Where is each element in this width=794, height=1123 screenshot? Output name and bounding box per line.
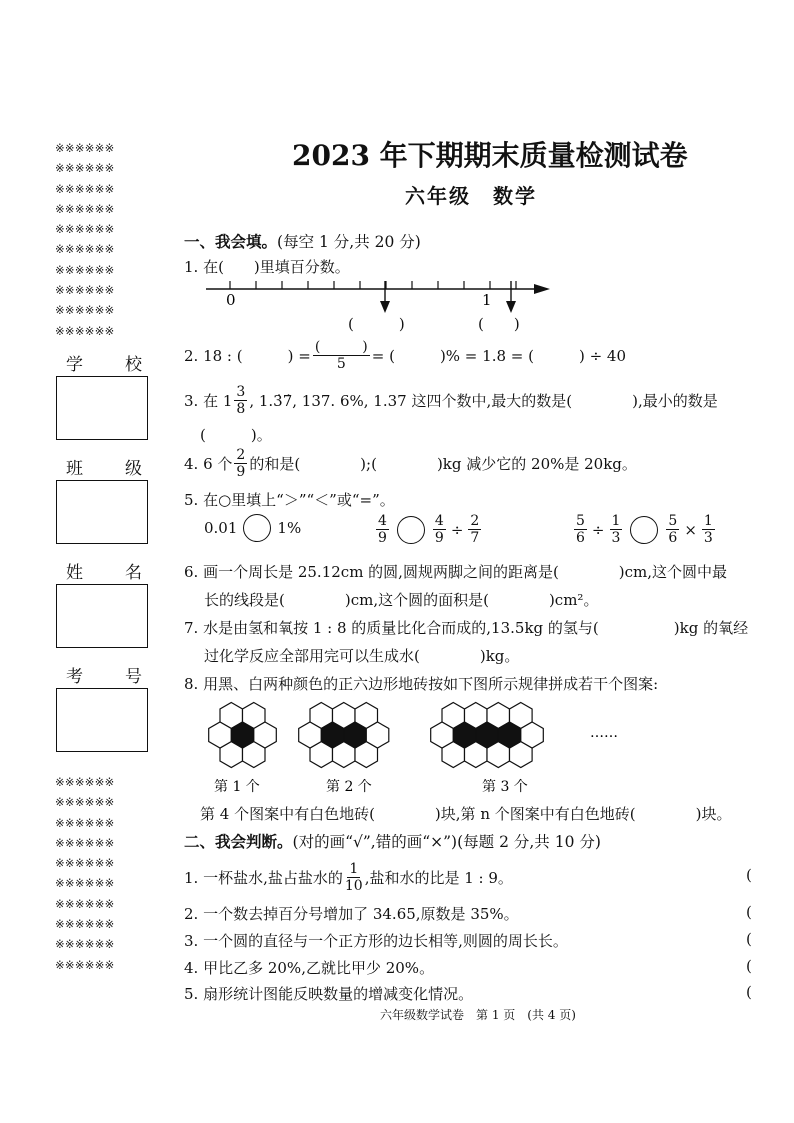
stars-row: ※※※※※※ xyxy=(55,937,115,952)
number-line-zero-label: 0 xyxy=(226,291,236,309)
arrow-marker-1-head xyxy=(380,301,390,313)
judge-item-1: 1. 一杯盐水,盐占盐水的 $\frac{1}{10}$ ,盐和水的比是 1 : 9。 xyxy=(184,861,513,894)
q7-line2: 过化学反应全部用完可以生成水( )kg。 xyxy=(204,647,520,665)
exam-number-label: 考 号 xyxy=(66,667,142,687)
black-hexagon-tile xyxy=(344,722,367,748)
judge-item-3: 3. 一个圆的直径与一个正方形的边长相等,则圆的周长长。 xyxy=(184,932,568,950)
school-field[interactable] xyxy=(56,376,148,440)
stars-row: ※※※※※※ xyxy=(55,141,115,155)
black-hexagon-tile xyxy=(231,722,254,748)
q5-text: 5. 在○里填上“＞”“＜”或“=”。 xyxy=(184,491,395,509)
judge-answer-4[interactable]: ( xyxy=(746,957,752,975)
q4-line: 4. 6 个 $\frac{2}{9}$ 的和是( );( )kg 减少它的 20%是 20kg。 xyxy=(184,447,637,480)
white-hexagon-tile xyxy=(366,722,389,748)
q3-mixed-fraction: $\frac{3}{8}$ xyxy=(236,384,246,417)
stars-row: ※※※※※※ xyxy=(55,323,115,338)
fig-ellipsis: …… xyxy=(590,725,618,741)
fig-label-3: 第 3 个 xyxy=(482,779,528,795)
q5-compare-3: $\frac{5}{6}$ ÷ $\frac{1}{3}$ $\frac{5}{6}$ × $\frac{1}{3}$ xyxy=(576,513,713,546)
judge-answer-5[interactable]: ( xyxy=(746,983,752,1001)
stars-row: ※※※※※※ xyxy=(55,161,115,176)
stars-row: ※※※※※※ xyxy=(55,856,115,871)
stars-row: ※※※※※※ xyxy=(55,222,115,237)
judge-item-5: 5. 扇形统计图能反映数量的增减变化情况。 xyxy=(184,985,474,1003)
school-label: 学 校 xyxy=(66,355,142,375)
stars-row: ※※※※※※ xyxy=(55,775,115,789)
number-line-arrowhead xyxy=(534,284,550,294)
q1-text: 1. 在( )里填百分数。 xyxy=(184,258,350,276)
q2-fraction: $\frac{( )}{5}$ xyxy=(314,339,368,372)
section2-heading: 二、我会判断。(对的画“√”,错的画“×”)(每题 2 分,共 10 分) xyxy=(184,832,601,851)
stars-row: ※※※※※※ xyxy=(55,876,115,891)
exam-number-field[interactable] xyxy=(56,688,148,752)
q4-fraction: $\frac{2}{9}$ xyxy=(236,447,246,480)
class-label: 班 级 xyxy=(66,459,142,479)
q6-line2: 长的线段是( )cm,这个圆的面积是( )cm²。 xyxy=(204,591,599,609)
judge-answer-3[interactable]: ( xyxy=(746,930,752,948)
stars-row: ※※※※※※ xyxy=(55,242,115,257)
stars-row: ※※※※※※ xyxy=(55,262,115,277)
q8-line1: 8. 用黑、白两种颜色的正六边形地砖按如下图所示规律拼成若干个图案: xyxy=(184,675,659,693)
fig-label-1: 第 1 个 xyxy=(214,779,260,795)
q1-blank-1[interactable]: ( ) xyxy=(348,315,405,333)
stars-row: ※※※※※※ xyxy=(55,957,115,972)
stars-row: ※※※※※※ xyxy=(55,795,115,810)
sidebar-stars-top xyxy=(55,138,155,341)
black-hexagon-tile xyxy=(476,722,499,748)
stars-row: ※※※※※※ xyxy=(55,201,115,216)
white-hexagon-tile xyxy=(431,722,454,748)
white-hexagon-tile xyxy=(521,722,544,748)
black-hexagon-tile xyxy=(321,722,344,748)
number-line-one-label: 1 xyxy=(482,291,492,309)
judge-answer-1[interactable]: ( xyxy=(746,866,752,884)
q1-blank-2[interactable]: ( ) xyxy=(478,315,520,333)
stars-row: ※※※※※※ xyxy=(55,303,115,318)
q8-line2: 第 4 个图案中有白色地砖( )块,第 n 个图案中有白色地砖( )块。 xyxy=(200,805,732,823)
q3-line: 3. 在 1 $\frac{3}{8}$ , 1.3̇7̇, 137. 6%, 1.37 这四个数中,最大的数是( ),最小的数是 xyxy=(184,384,718,417)
name-label: 姓 名 xyxy=(66,563,142,583)
stars-row: ※※※※※※ xyxy=(55,815,115,830)
sidebar-stars-bottom xyxy=(55,772,155,975)
compare-circle-2[interactable] xyxy=(397,516,425,544)
black-hexagon-tile xyxy=(498,722,521,748)
page-subtitle: 六年级 数学 xyxy=(405,184,537,208)
q7-line1: 7. 水是由氢和氧按 1 : 8 的质量比化合而成的,13.5kg 的氢与( )kg 的氧经 xyxy=(184,619,749,637)
hexagon-figures xyxy=(200,695,620,805)
stars-row: ※※※※※※ xyxy=(55,283,115,298)
arrow-marker-2-head xyxy=(506,301,516,313)
q2-line: 2. 18 : ( ) = $\frac{( )}{5}$ = ( )% = 1.8 = ( ) ÷ 40 xyxy=(184,339,627,372)
name-field[interactable] xyxy=(56,584,148,648)
section1-heading: 一、我会填。(每空 1 分,共 20 分) xyxy=(184,232,421,251)
q5-compare-2: $\frac{4}{9}$ $\frac{4}{9}$ ÷ $\frac{2}{7}$ xyxy=(378,513,480,546)
class-field[interactable] xyxy=(56,480,148,544)
white-hexagon-tile xyxy=(254,722,276,748)
judge-item-4: 4. 甲比乙多 20%,乙就比甲少 20%。 xyxy=(184,959,435,977)
black-hexagon-tile xyxy=(453,722,476,748)
hexagon-tiles xyxy=(209,703,544,768)
stars-row: ※※※※※※ xyxy=(55,896,115,911)
q3-line2[interactable]: ( )。 xyxy=(200,426,272,444)
judge-item-2: 2. 一个数去掉百分号增加了 34.65,原数是 35%。 xyxy=(184,905,519,923)
white-hexagon-tile xyxy=(299,722,322,748)
number-line-ticks xyxy=(230,281,516,289)
q5-compare-1: 0.01 1% xyxy=(204,514,301,542)
page-footer: 六年级数学试卷 第 1 页 (共 4 页) xyxy=(380,1008,576,1022)
stars-row: ※※※※※※ xyxy=(55,835,115,850)
stars-row: ※※※※※※ xyxy=(55,917,115,932)
fig-label-2: 第 2 个 xyxy=(326,779,372,795)
compare-circle-1[interactable] xyxy=(243,514,271,542)
stars-row: ※※※※※※ xyxy=(55,181,115,196)
white-hexagon-tile xyxy=(209,722,232,748)
compare-circle-3[interactable] xyxy=(630,516,658,544)
q6-line1: 6. 画一个周长是 25.12cm 的圆,圆规两脚之间的距离是( )cm,这个圆中最 xyxy=(184,563,728,581)
page-title: 2023 年下期期末质量检测试卷 xyxy=(292,139,688,172)
judge-answer-2[interactable]: ( xyxy=(746,903,752,921)
